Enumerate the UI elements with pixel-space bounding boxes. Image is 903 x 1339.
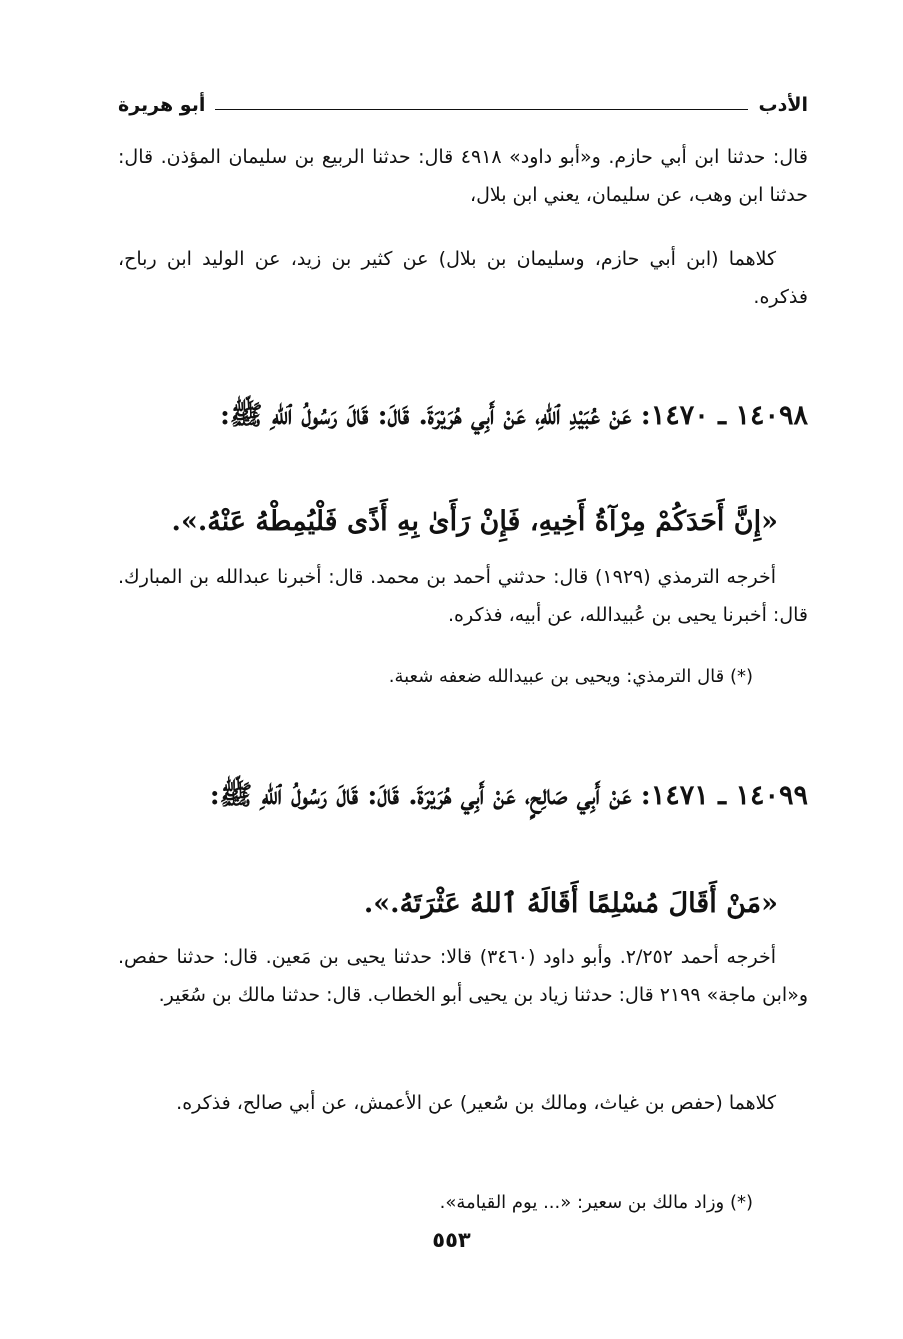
hadith-1-footnote: (*) قال الترمذي: ويحيى بن عبيدالله ضعفه شعبة. — [388, 666, 753, 687]
paragraph-chain-2: كلاهما (ابن أبي حازم، وسليمان بن بلال) عن كثير بن زيد، عن الوليد ابن رباح، فذكره. — [118, 248, 808, 308]
hadith-1-heading: ١٤٠٩٨ ـ ١٤٧٠: عَنْ عُبَيْدِ ٱللهِ، عَنْ أَبِي هُرَيْرَةَ. قَالَ: قَالَ رَسُولُ ٱللهِ ﷺ: — [219, 400, 808, 431]
hadith-2-heading: ١٤٠٩٩ ـ ١٤٧١: عَنْ أَبِي صَالِحٍ، عَنْ أَبِي هُرَيْرَةَ. قَالَ: قَالَ رَسُولُ ٱللهِ ﷺ: — [209, 780, 808, 811]
header-rule — [215, 109, 748, 110]
hadith-1-takhrij: أخرجه الترمذي (١٩٢٩) قال: حدثني أحمد بن محمد. قال: أخبرنا عبدالله بن المبارك. قال: أخبرنا يحيى بن عُبيدالله، عن أبيه، فذكره. — [118, 566, 808, 626]
header-section-title: الأدب — [758, 94, 808, 116]
hadith-2-takhrij: أخرجه أحمد ٢/٢٥٢. وأبو داود (٣٤٦٠) قالا: حدثنا يحيى بن مَعين. قال: حدثنا حفص. و«ابن ماجة» ٢١٩٩ قال: حدثنا زياد بن يحيى أبو الخطاب. قال: حدثنا مالك بن سُعَير. — [118, 946, 808, 1006]
hadith-1-text: «إِنَّ أَحَدَكُمْ مِرْآةُ أَخِيهِ، فَإِنْ رَأَىٰ بِهِ أَذًى فَلْيُمِطْهُ عَنْهُ.». — [171, 506, 778, 537]
hadith-2-combined-chain: كلاهما (حفص بن غياث، ومالك بن سُعير) عن الأعمش، عن أبي صالح، فذكره. — [176, 1092, 776, 1114]
running-header — [118, 88, 808, 122]
hadith-2-text: «مَنْ أَقَالَ مُسْلِمًا أَقَالَهُ ٱللهُ عَثْرَتَهُ.». — [363, 888, 778, 919]
page-number: ٥٥٣ — [432, 1228, 471, 1252]
hadith-2-footnote: (*) وزاد مالك بن سعير: «... يوم القيامة». — [439, 1192, 753, 1213]
header-narrator: أبو هريرة — [118, 94, 206, 116]
paragraph-chain-1: قال: حدثنا ابن أبي حازم. و«أبو داود» ٤٩١٨ قال: حدثنا الربيع بن سليمان المؤذن. قال: حدثنا ابن وهب، عن سليمان، يعني ابن بلال، — [118, 146, 809, 206]
